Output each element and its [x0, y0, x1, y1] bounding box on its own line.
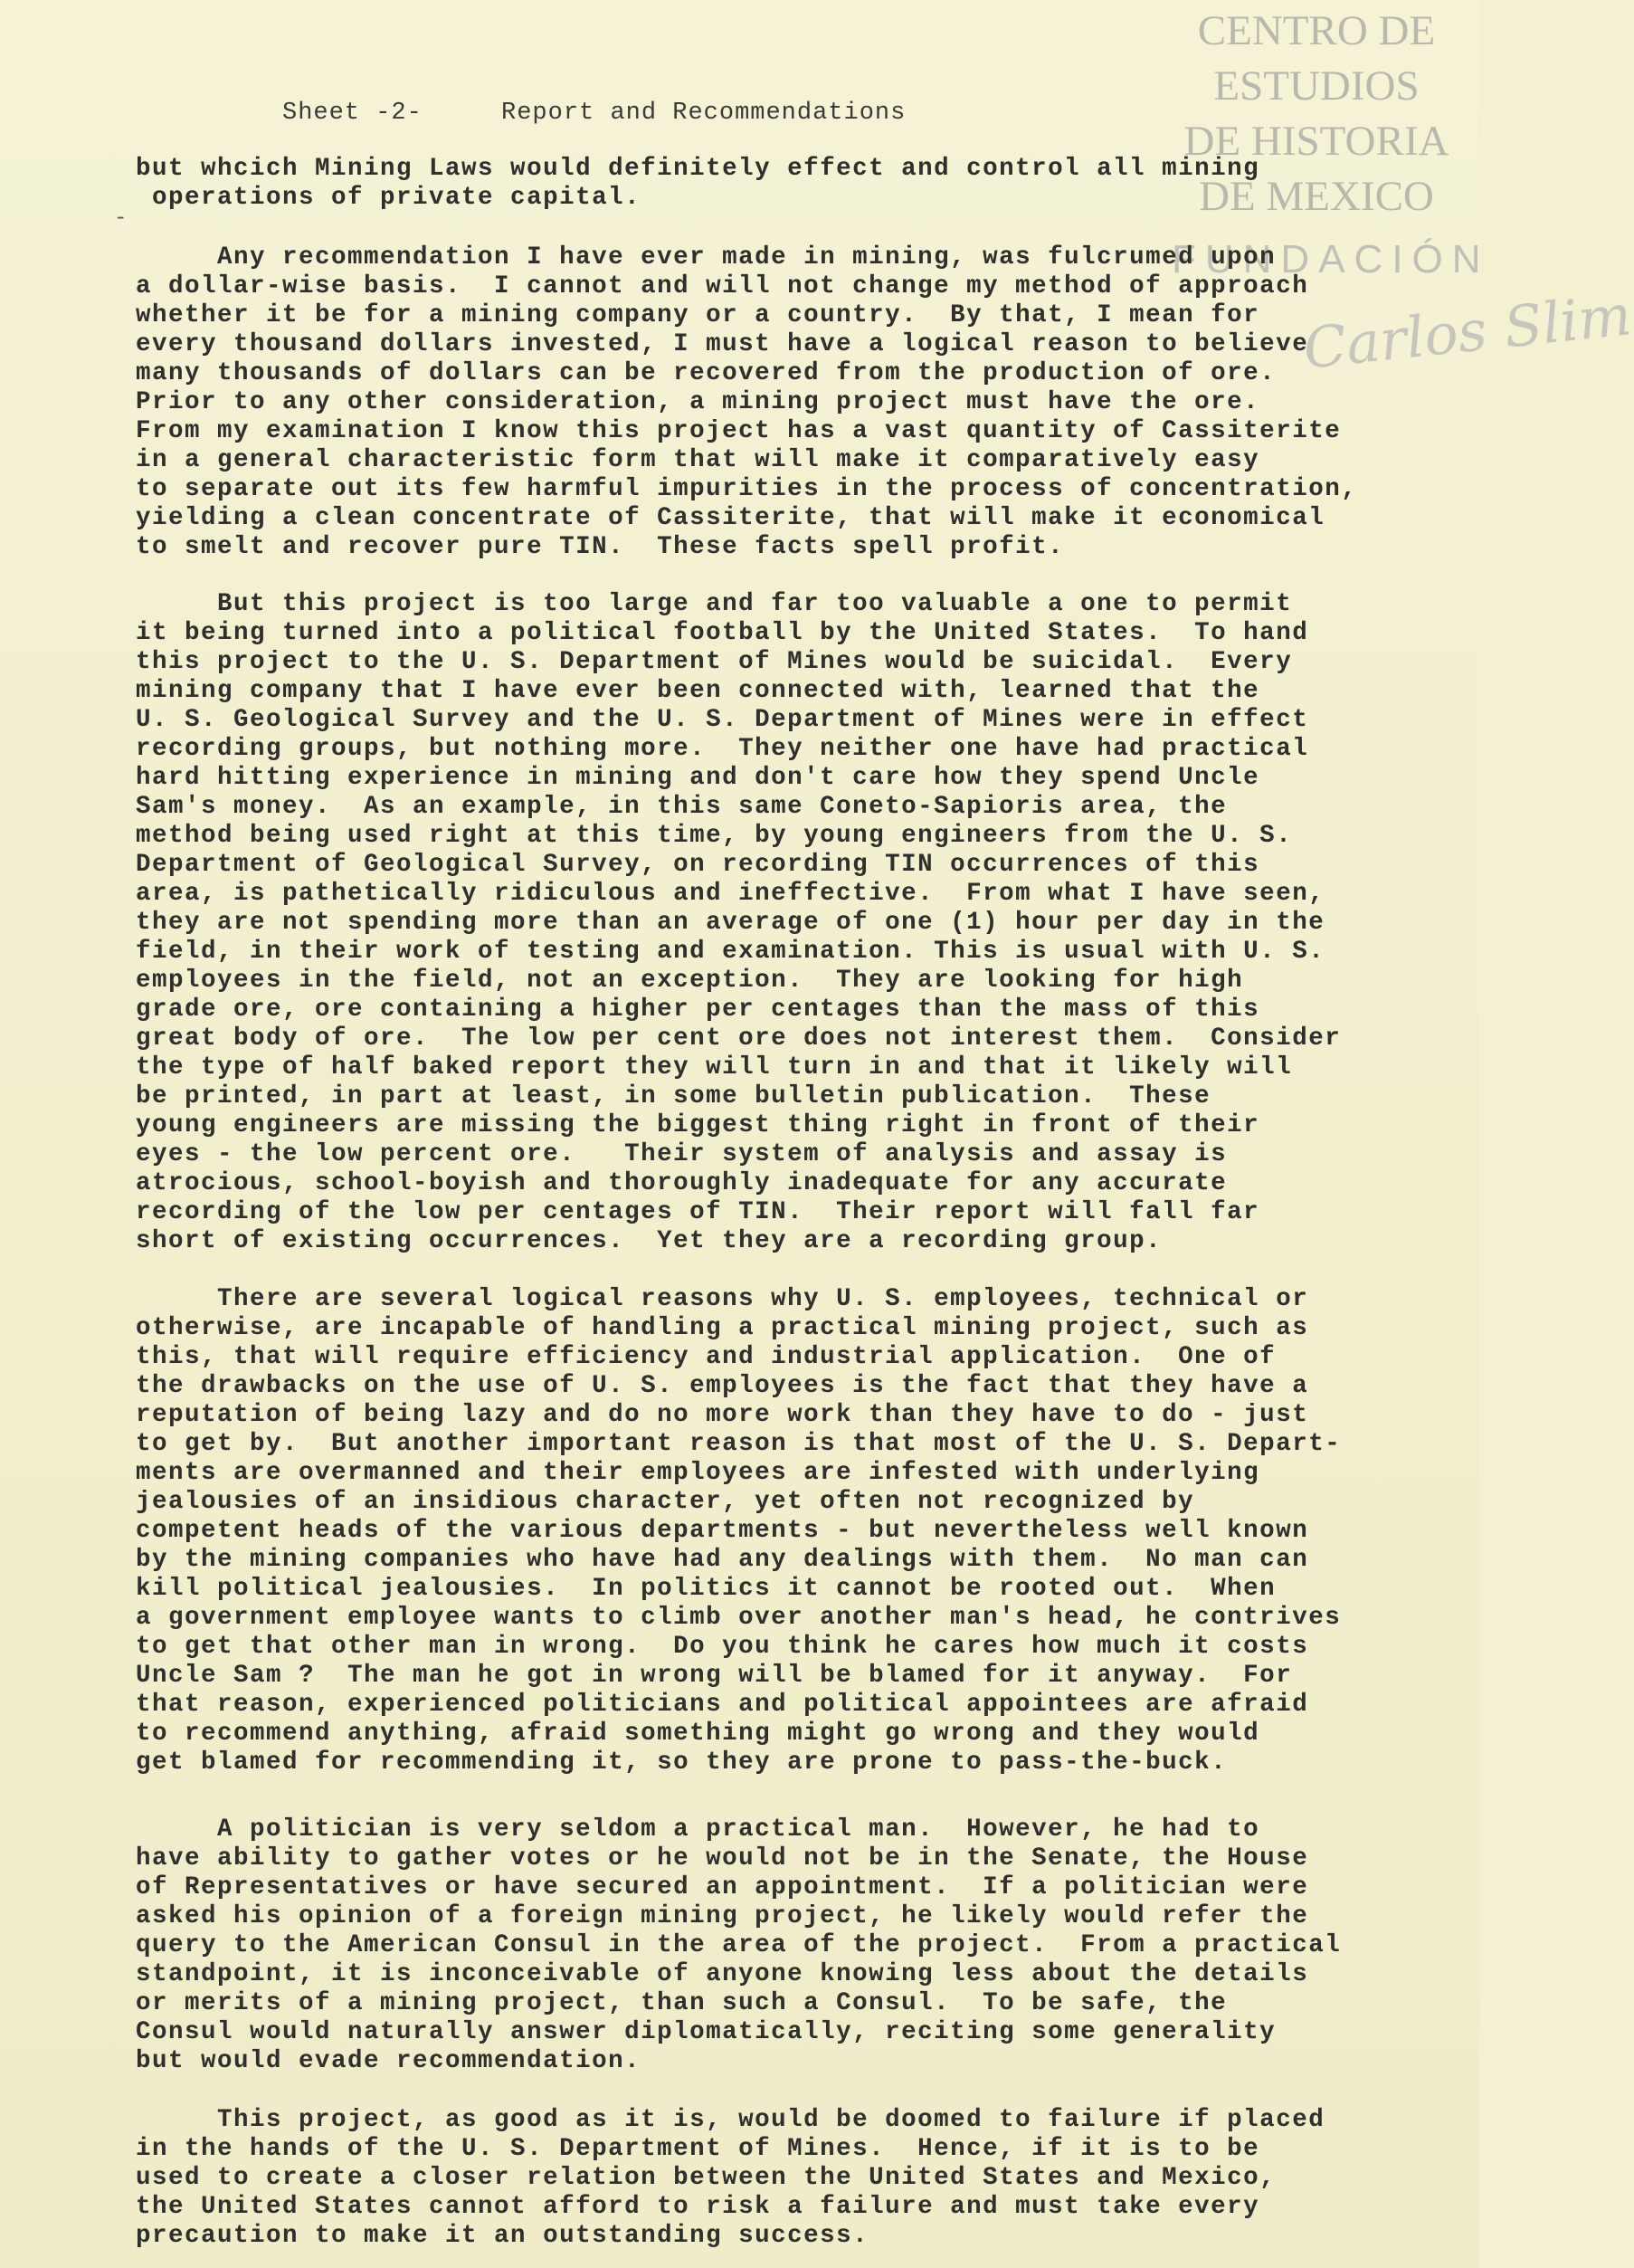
paragraph-5 [136, 1815, 1466, 2076]
text-line: kill political jealousies. In politics it cannot be rooted out. When [136, 1575, 1277, 1603]
text-line: yielding a clean concentrate of Cassiterite, that will make it economical [136, 504, 1325, 532]
text-line: From my examination I know this project has a vast quantity of Cassiterite [136, 417, 1342, 445]
text-line: recording groups, but nothing more. They neither one have had practical [136, 735, 1309, 763]
text-line: many thousands of dollars can be recovered from the production of ore. [136, 359, 1277, 387]
text-line: otherwise, are incapable of handling a practical mining project, such as [136, 1314, 1309, 1342]
text-line: to separate out its few harmful impurities in the process of concentration, [136, 475, 1358, 503]
watermark-line: ESTUDIOS [1213, 62, 1420, 110]
text-line: grade ore, ore containing a higher per centages than the mass of this [136, 996, 1260, 1024]
paragraph-2 [136, 243, 1466, 562]
text-line: operations of private capital. [136, 184, 641, 212]
text-line: query to the American Consul in the area of the project. From a practical [136, 1931, 1342, 1959]
text-line: jealousies of an insidious character, yet often not recognized by [136, 1488, 1195, 1516]
text-line: A politician is very seldom a practical man. However, he had to [136, 1815, 1260, 1844]
text-line: There are several logical reasons why U. S. employees, technical or [136, 1285, 1309, 1313]
text-line: to get that other man in wrong. Do you think he cares how much it costs [136, 1633, 1309, 1661]
text-line: that reason, experienced politicians and political appointees are afraid [136, 1691, 1309, 1719]
text-line: Any recommendation I have ever made in mining, was fulcrumed upon [136, 243, 1277, 272]
text-line: but whcich Mining Laws would definitely effect and control all mining [136, 155, 1260, 183]
text-line: by the mining companies who have had any dealings with them. No man can [136, 1546, 1309, 1574]
text-line: get blamed for recommending it, so they are prone to pass-the-buck. [136, 1749, 1228, 1777]
text-line: hard hitting experience in mining and don't care how they spend Uncle [136, 764, 1260, 792]
text-line: or merits of a mining project, than such a Consul. To be safe, the [136, 1989, 1228, 2017]
text-line: competent heads of the various departments - but nevertheless well known [136, 1517, 1309, 1545]
text-line: this, that will require efficiency and industrial application. One of [136, 1343, 1277, 1371]
text-line: a dollar-wise basis. I cannot and will not change my method of approach [136, 272, 1309, 300]
watermark-line: DE MEXICO [1199, 173, 1434, 220]
text-line: asked his opinion of a foreign mining project, he likely would refer the [136, 1902, 1309, 1930]
text-line: great body of ore. The low per cent ore does not interest them. Consider [136, 1024, 1342, 1053]
text-line: field, in their work of testing and examination. This is usual with U. S. [136, 938, 1325, 966]
text-line: to recommend anything, afraid something might go wrong and they would [136, 1720, 1260, 1748]
paragraph-3 [136, 590, 1466, 1256]
text-line: U. S. Geological Survey and the U. S. Department of Mines were in effect [136, 706, 1309, 734]
text-line: of Representatives or have secured an appointment. If a politician were [136, 1873, 1309, 1901]
text-line: reputation of being lazy and do no more work than they have to do - just [136, 1401, 1309, 1429]
text-line: atrocious, school-boyish and thoroughly inadequate for any accurate [136, 1169, 1228, 1197]
text-line: employees in the field, not an exception. They are looking for high [136, 967, 1244, 995]
text-line: young engineers are missing the biggest thing right in front of their [136, 1111, 1260, 1139]
text-line: recording of the low per centages of TIN. Their report will fall far [136, 1198, 1260, 1226]
text-line: This project, as good as it is, would be doomed to failure if placed [136, 2106, 1325, 2134]
text-line: Sam's money. As an example, in this same Coneto-Sapioris area, the [136, 793, 1228, 821]
text-line: whether it be for a mining company or a country. By that, I mean for [136, 301, 1260, 329]
text-line: But this project is too large and far too valuable a one to permit [136, 590, 1293, 618]
watermark-line: CENTRO DE [1197, 7, 1436, 54]
text-line: Uncle Sam ? The man he got in wrong will be blamed for it anyway. For [136, 1662, 1293, 1690]
text-line: mining company that I have ever been connected with, learned that the [136, 677, 1260, 705]
page-header [282, 100, 906, 127]
text-line: be printed, in part at least, in some bulletin publication. These [136, 1082, 1211, 1110]
text-line: in the hands of the U. S. Department of Mines. Hence, if it is to be [136, 2135, 1260, 2163]
text-line: the drawbacks on the use of U. S. employees is the fact that they have a [136, 1372, 1309, 1400]
text-line: Prior to any other consideration, a mining project must have the ore. [136, 388, 1260, 416]
text-line: standpoint, it is inconceivable of anyone knowing less about the details [136, 1960, 1309, 1988]
report-title: Report and Recommendations [501, 100, 907, 127]
text-line: used to create a closer relation between the United States and Mexico, [136, 2164, 1277, 2192]
text-line: this project to the U. S. Department of Mines would be suicidal. Every [136, 648, 1293, 676]
text-line: area, is pathetically ridiculous and ineffective. From what I have seen, [136, 880, 1325, 908]
text-line: they are not spending more than an average of one (1) hour per day in the [136, 909, 1325, 937]
text-line: the United States cannot afford to risk a failure and must take every [136, 2193, 1260, 2221]
text-line: Department of Geological Survey, on recording TIN occurrences of this [136, 851, 1260, 879]
text-line: a government employee wants to climb over another man's head, he contrives [136, 1604, 1342, 1632]
text-line: every thousand dollars invested, I must have a logical reason to believe [136, 330, 1309, 358]
text-line: the type of half baked report they will turn in and that it likely will [136, 1053, 1293, 1082]
text-line: but would evade recommendation. [136, 2047, 641, 2075]
text-line: it being turned into a political football by the United States. To hand [136, 619, 1309, 647]
paragraph-6 [136, 2106, 1466, 2251]
text-line: short of existing occurrences. Yet they are a recording group. [136, 1227, 1163, 1255]
text-line: eyes - the low percent ore. Their system of analysis and assay is [136, 1140, 1228, 1168]
sheet-number: Sheet -2- [282, 100, 423, 127]
text-line: to get by. But another important reason is that most of the U. S. Depart- [136, 1430, 1342, 1458]
watermark-line: DE HISTORIA [1183, 118, 1449, 165]
margin-mark: - [114, 206, 128, 231]
paragraph-4 [136, 1285, 1466, 1777]
text-line: Consul would naturally answer diplomatically, reciting some generality [136, 2018, 1277, 2046]
text-line: in a general characteristic form that will make it comparatively easy [136, 446, 1260, 474]
text-line: method being used right at this time, by young engineers from the U. S. [136, 822, 1293, 850]
text-line: have ability to gather votes or he would not be in the Senate, the House [136, 1844, 1309, 1873]
paragraph-1 [136, 155, 1466, 213]
text-line: to smelt and recover pure TIN. These facts spell profit. [136, 533, 1065, 561]
text-line: ments are overmanned and their employees are infested with underlying [136, 1459, 1260, 1487]
watermark-fundacion: FUNDACIÓN [1172, 237, 1490, 281]
watermark-signature: Carlos Slim [1300, 281, 1634, 382]
text-line: precaution to make it an outstanding success. [136, 2222, 869, 2250]
